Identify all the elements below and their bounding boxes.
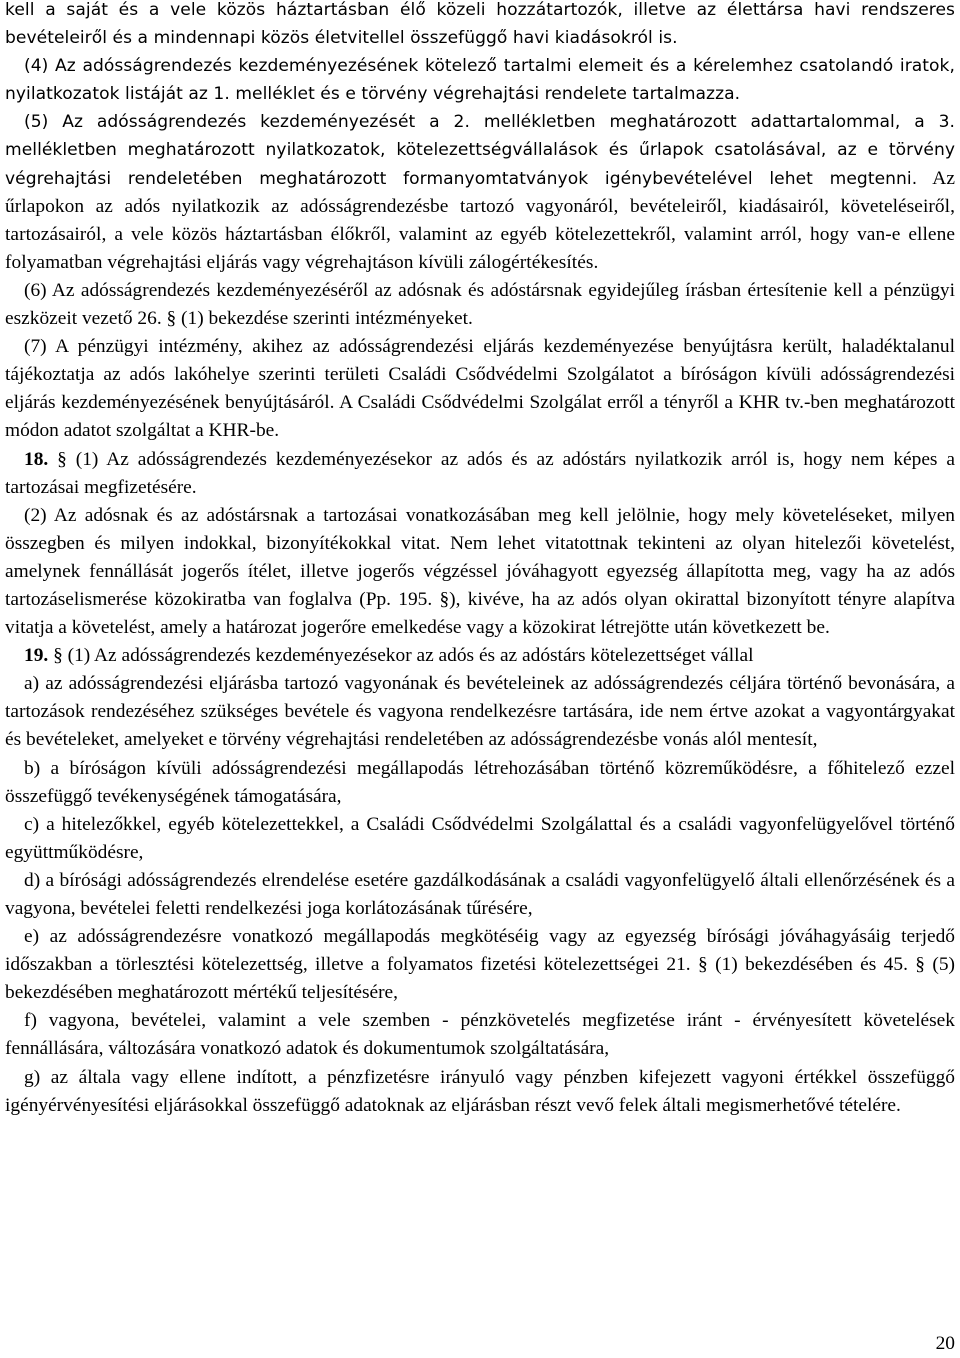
paragraph-19-d: d) a bírósági adósságrendezés elrendelése esetére gazdálkodásának a családi vagyonfelügyelő általi ellenőrzésének és a vagyona, bevételei feletti rendelkezési joga korlátozásának tűrésére, bbox=[5, 869, 955, 919]
paragraph-19-g: g) az általa vagy ellene indított, a pénzfizetésre irányuló vagy pénzben kifejezett vagyoni értékkel összefüggő igényérvényesítési eljárásokkal összefüggő adatoknak az eljárásban részt vevő felek általi megismerhetővé tételére. bbox=[5, 1066, 955, 1116]
paragraph-19-c: c) a hitelezőkkel, egyéb kötelezettekkel, a Családi Csődvédelmi Szolgálattal és a családi vagyonfelügyelővel történő együttműködésre, bbox=[5, 813, 955, 863]
paragraph-18-1-text: § (1) Az adósságrendezés kezdeményezésekor az adós és az adóstárs nyilatkozik arról is, hogy nem képes a tartozásai megfizetésére. bbox=[5, 448, 955, 498]
paragraph-continued: kell a saját és a vele közös háztartásban élő közeli hozzátartozók, illetve az élettársa havi rendszeres bevételeiről és a mindennapi közös életvitellel összefüggő havi kiadásokról is. bbox=[5, 0, 955, 49]
paragraph-19-f: f) vagyona, bevételei, valamint a vele szemben - pénzkövetelés megfizetése iránt - érvényesített követelések fennállására, változására vonatkozó adatok és dokumentumok szolgáltatására, bbox=[5, 1010, 955, 1060]
paragraph-19-1-text: § (1) Az adósságrendezés kezdeményezésekor az adós és az adóstárs kötelezettséget vállal bbox=[48, 645, 754, 667]
section-number-18: 18. bbox=[24, 448, 49, 470]
section-number-19: 19. bbox=[24, 645, 49, 667]
paragraph-5-sans-part: (5) Az adósságrendezés kezdeményezését a 2. mellékletben meghatározott adattartalommal, a 3. mellékletben meghatározott nyilatkozatok, kötelezettségvállalások és űrlapok csatolásával, az e törvény végrehajtási rendeletében meghatározott formanyomtatványok igénybevételével lehet megtenni. bbox=[5, 112, 955, 189]
paragraph-19-b: b) a bíróságon kívüli adósságrendezési megállapodás létrehozásában történő közreműködésre, a főhitelező ezzel összefüggő tevékenységének támogatására, bbox=[5, 757, 955, 807]
page-number: 20 bbox=[935, 1333, 955, 1354]
document-body bbox=[5, 0, 955, 1120]
paragraph-4: (4) Az adósságrendezés kezdeményezésének kötelező tartalmi elemeit és a kérelemhez csatolandó iratok, nyilatkozatok listáját az 1. melléklet és e törvény végrehajtási rendelete tartalmazza. bbox=[5, 56, 955, 105]
paragraph-6: (6) Az adósságrendezés kezdeményezéséről az adósnak és adóstársnak egyidejűleg írásban értesítenie kell a pénzügyi eszközeit vezető 26. § (1) bekezdése szerinti intézményeket. bbox=[5, 279, 955, 330]
paragraph-7: (7) A pénzügyi intézmény, akihez az adósságrendezési eljárás kezdeményezése benyújtásra került, haladéktalanul tájékoztatja az adós lakóhelye szerinti területi Családi Csődvédelmi Szolgálatot a bíróságon kívüli adósságrendezési eljárás kezdeményezésének benyújtásáról. A Családi Csődvédelmi Szolgálat erről a tényről a KHR tv.-ben meghatározott módon adatot szolgáltat a KHR-be. bbox=[5, 336, 955, 442]
paragraph-5-serif-part: Az űrlapokon az adós nyilatkozik az adósságrendezésbe tartozó vagyonáról, bevételeiről, kiadásairól, követeléseiről, tartozásairól, a vele közös háztartásban élőkről, valamint az egyéb kötelezettekről, valamint arról, hogy van-e ellene folyamatban végrehajtási eljárás vagy végrehajtáson kívüli zálogértékesítés. bbox=[5, 167, 955, 273]
paragraph-5 bbox=[5, 108, 955, 277]
paragraph-19-e: e) az adósságrendezésre vonatkozó megállapodás megkötéséig vagy az egyezség bírósági jóváhagyásáig terjedő időszakban a törlesztési kötelezettség, illetve a folyamatos fizetési kötelezettségei 21. § (1) bekezdésében és 45. § (5) bekezdésében meghatározott mértékű teljesítésére, bbox=[5, 926, 955, 1004]
paragraph-18-1 bbox=[5, 446, 955, 502]
paragraph-19-a: a) az adósságrendezési eljárásba tartozó vagyonának és bevételeinek az adósságrendezés céljára történő bevonására, a tartozások rendezéséhez szükséges bevétele és vagyona rendelkezésre tartására, ide nem értve azokat a vagyontárgyakat és bevételeket, amelyeket e törvény végrehajtási rendeletében az adósságrendezésbe vonás alól mentesít, bbox=[5, 673, 955, 751]
paragraph-19-1 bbox=[5, 642, 955, 670]
paragraph-18-2: (2) Az adósnak és az adóstársnak a tartozásai vonatkozásában meg kell jelölnie, hogy mely követeléseket, milyen összegben és milyen indokkal, bizonyítékokkal vitat. Nem lehet vitatottnak tekinteni az olyan hitelezői követelést, amelynek fennállását jogerős ítélet, illetve jogerős végzéssel jóváhagyott egyezség állapította meg, vagy ha az adós tartozáselismerése közokiratba van foglalva (Pp. 195. §), kivéve, ha az adós olyan okirattal bizonyított tényre alapítva vitatja a követelést, amely a határozat jogerőre emelkedése vagy a közokirat létrejötte után következett be. bbox=[5, 504, 955, 639]
